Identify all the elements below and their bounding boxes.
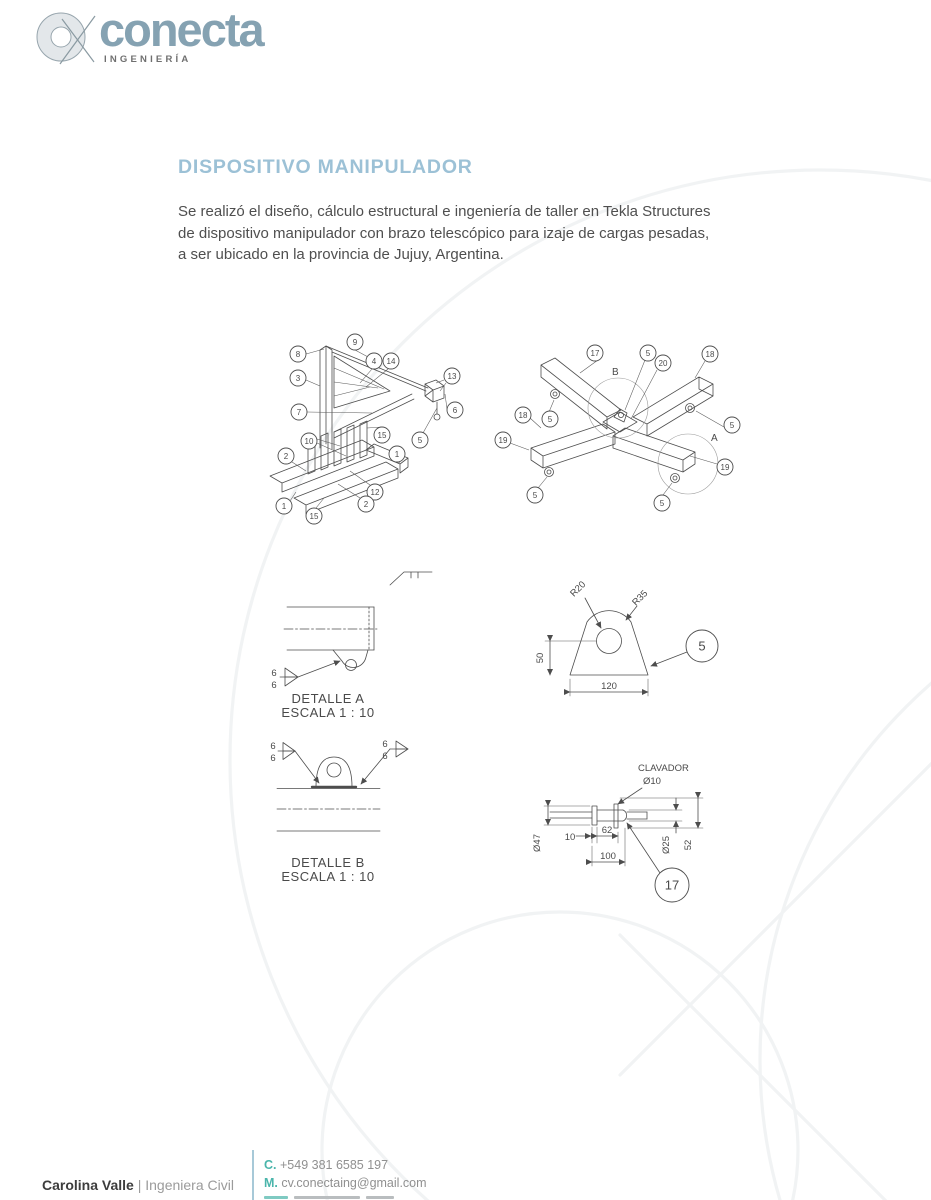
svg-text:2: 2 [363, 499, 369, 509]
svg-text:17: 17 [590, 348, 600, 358]
radius-label-r35: R35 [630, 588, 651, 609]
clavador-label: CLAVADOR [638, 763, 689, 774]
dim-62-label: 62 [601, 825, 613, 836]
footer-divider [252, 1150, 254, 1200]
author-name: Carolina Valle [42, 1177, 134, 1193]
height-dim-label: 50 [535, 652, 546, 664]
footer-author [42, 1177, 234, 1193]
pin-geometry [544, 788, 703, 873]
svg-text:5: 5 [532, 490, 538, 500]
iso-drawing-base-frame [485, 328, 765, 533]
svg-text:5: 5 [645, 348, 651, 358]
author-role: Ingeniera Civil [145, 1177, 234, 1193]
zone-label-a: A [711, 433, 718, 444]
clipped-text-fragment [366, 1196, 394, 1199]
svg-text:8: 8 [295, 349, 301, 359]
crane-balloons [276, 334, 463, 524]
svg-text:12: 12 [370, 487, 380, 497]
paragraph-line: a ser ubicado en la provincia de Jujuy, Argentina. [178, 246, 504, 263]
detail-zone-circles [588, 378, 718, 494]
footer-contact [264, 1156, 427, 1192]
svg-text:19: 19 [498, 435, 508, 445]
weld-size: 6 [270, 741, 276, 752]
svg-text:6: 6 [452, 405, 458, 415]
clipped-contact-row [264, 1196, 394, 1200]
detail-b-geometry [277, 741, 408, 831]
iso-drawing-crane [250, 328, 480, 533]
lug-plate-drawing [530, 558, 752, 708]
svg-text:3: 3 [295, 373, 301, 383]
brand-wordmark: conecta [99, 3, 263, 56]
svg-text:17: 17 [664, 877, 680, 893]
svg-text:18: 18 [705, 349, 715, 359]
detail-a-geometry [280, 572, 432, 686]
svg-text:13: 13 [447, 371, 457, 381]
detail-b-scale: ESCALA 1 : 10 [281, 869, 375, 884]
dim-52-label: 52 [683, 839, 694, 851]
svg-text:19: 19 [720, 462, 730, 472]
svg-text:5: 5 [729, 420, 735, 430]
svg-text:5: 5 [698, 638, 706, 654]
weld-size-bottom: 6 [271, 680, 277, 691]
weld-size: 6 [270, 753, 276, 764]
dim-100-label: 100 [600, 851, 616, 862]
svg-text:5: 5 [659, 498, 665, 508]
svg-text:1: 1 [394, 449, 400, 459]
clipped-text-fragment [264, 1196, 288, 1199]
contact-email-row [264, 1174, 427, 1192]
body-paragraph [178, 201, 818, 266]
svg-text:18: 18 [518, 410, 528, 420]
svg-text:15: 15 [377, 430, 387, 440]
head-dia-label: Ø47 [532, 834, 543, 852]
paragraph-line: Se realizó el diseño, cálculo estructural e ingeniería de taller en Tekla Structures [178, 203, 711, 220]
weld-size: 6 [382, 739, 388, 750]
email-address: cv.conectaing@gmail.com [281, 1176, 427, 1190]
zone-label-b: B [612, 367, 619, 378]
detail-b-drawing [262, 727, 447, 892]
part-balloon-5 [686, 630, 718, 662]
crane-leader-lines [290, 349, 447, 508]
dim-10-label: 10 [564, 832, 576, 843]
email-label: M. [264, 1176, 278, 1190]
page-title: DISPOSITIVO MANIPULADOR [178, 156, 473, 178]
svg-text:20: 20 [658, 358, 668, 368]
phone-number: +549 381 6585 197 [279, 1158, 389, 1172]
svg-text:7: 7 [296, 407, 302, 417]
clavador-diameter: Ø10 [643, 776, 661, 787]
base-frame-leader-lines [510, 360, 724, 495]
svg-text:2: 2 [283, 451, 289, 461]
svg-text:5: 5 [547, 414, 553, 424]
svg-text:5: 5 [417, 435, 423, 445]
svg-text:15: 15 [309, 511, 319, 521]
weld-size-top: 6 [271, 668, 277, 679]
author-separator: | [137, 1177, 142, 1193]
svg-text:10: 10 [304, 436, 314, 446]
paragraph-line: de dispositivo manipulador con brazo telescópico para izaje de cargas pesadas, [178, 224, 710, 242]
detail-a-caption: DETALLE A [291, 691, 365, 706]
svg-text:1: 1 [281, 501, 287, 511]
detail-b-caption: DETALLE B [291, 855, 365, 870]
shaft-dia-label: Ø25 [661, 836, 672, 854]
width-dim-label: 120 [601, 681, 617, 692]
pin-drawing [530, 748, 755, 913]
detail-a-drawing [262, 545, 447, 725]
svg-text:9: 9 [352, 337, 358, 347]
contact-phone-row [264, 1156, 427, 1174]
svg-text:14: 14 [386, 356, 396, 366]
clipped-text-fragment [294, 1196, 360, 1199]
part-balloon-17 [655, 868, 689, 902]
conecta-logo-icon [34, 6, 100, 68]
svg-text:4: 4 [371, 356, 377, 366]
detail-a-scale: ESCALA 1 : 10 [281, 705, 375, 720]
radius-label-r20: R20 [568, 579, 589, 600]
weld-size: 6 [382, 751, 388, 762]
phone-label: C. [264, 1158, 277, 1172]
brand-tagline: INGENIERÍA [104, 54, 192, 65]
